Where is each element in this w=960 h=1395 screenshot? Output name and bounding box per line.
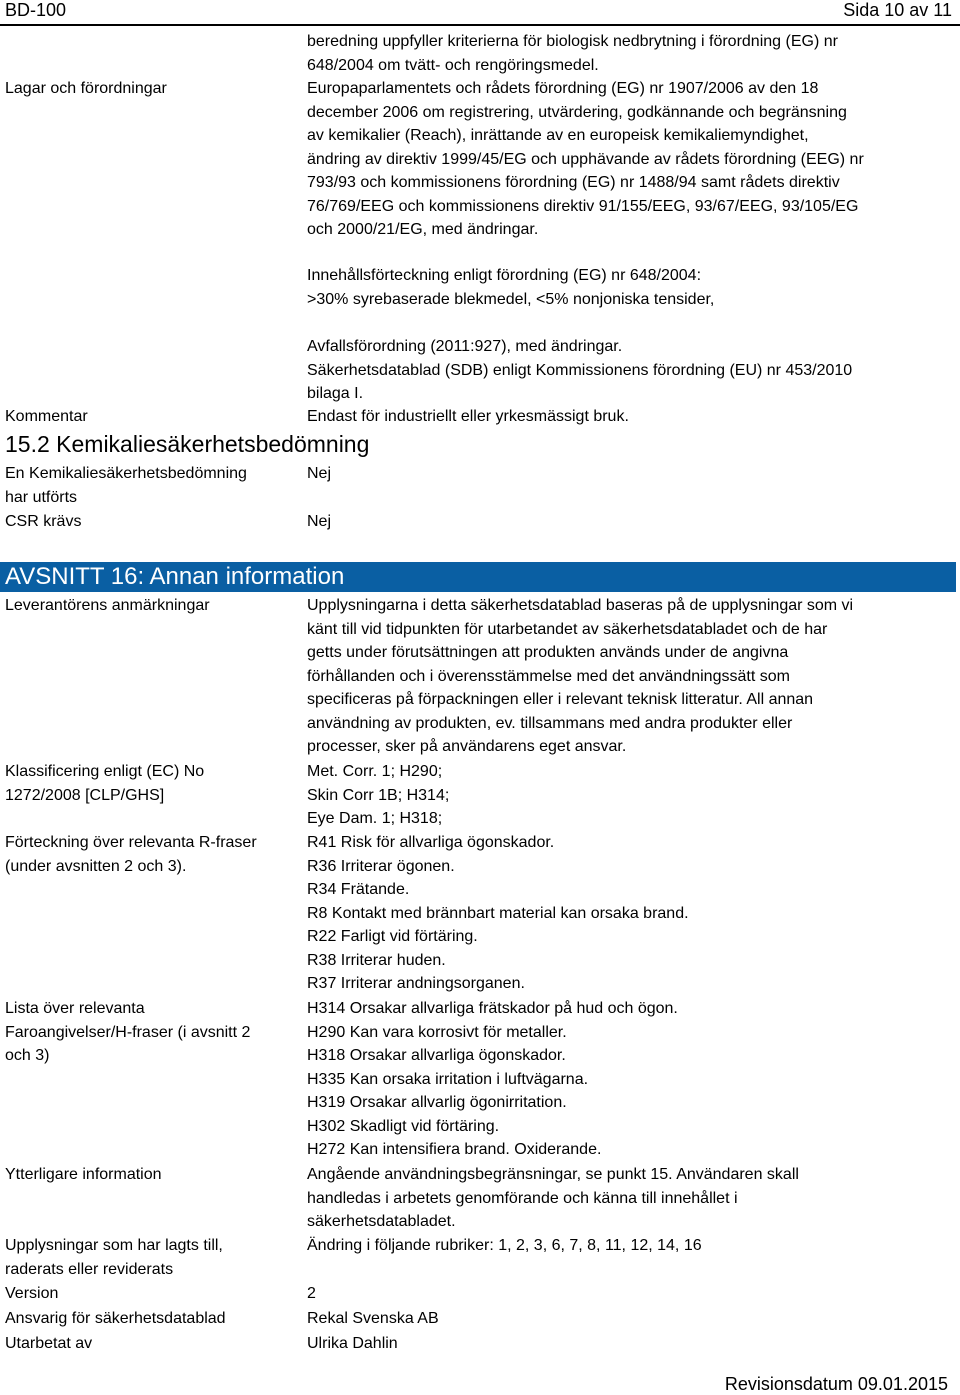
h-phrases-list: H314 Orsakar allvarliga frätskador på hud och ögon. H290 Kan vara korrosivt för metaller. H318 Orsakar allvarliga ögonskador. H335 Kan orsaka irritation i luftvägarna. H319 Orsakar allvarlig ögonirritation. H302 Skadligt vid förtäring. H272 Kan intensifiera brand. Oxiderande. [307, 1000, 678, 1158]
version-value: 2 [307, 1285, 316, 1302]
changes-label: Upplysningar som har lagts till, raderats eller reviderats [5, 1237, 223, 1278]
supplier-text: Upplysningarna i detta säkerhetsdatablad baseras på de upplysningar som vi känt till vid tidpunkten för utarbetandet av säkerhetsdatabladet och de har getts under förutsättningen att produkten används under de angivna förhållanden och i överensstämmelse med det användningssätt som specificeras på förpackningen eller i relevant teknisk litteratur. All annan användning av produkten, ev. tillsammans med andra produkter eller processer, sker på användarens eget ansvar. [307, 597, 854, 755]
prepared-by-label: Utarbetat av [5, 1335, 93, 1352]
laws-text: Europaparlamentets och rådets förordning (EG) nr 1907/2006 av den 18 december 2006 om registrering, utvärdering, godkännande och begränsning av kemikalier (Reach), inrättande av en europeisk kemikaliemyndighet, ändring av direktiv 1999/45/EG och upphävande av rådets förordning (EEG) nr 793/93 och kommissionens förordning (EG) nr 1488/94 samt rådets direktiv 76/769/EEG och kommissionens direktiv 91/155/EEG, 93/67/EEG, 93/105/EG och 2000/21/EG, med ändringar. [307, 80, 864, 238]
continued-text: beredning uppfyller kriterierna för biologisk nedbrytning i förordning (EG) nr 648/2004 om tvätt- och rengöringsmedel. [307, 33, 838, 74]
version-label: Version [5, 1285, 59, 1302]
classification-label: Klassificering enligt (EC) No 1272/2008 [CLP/GHS] [5, 763, 205, 804]
other-regulations: Avfallsförordning (2011:927), med ändringar. Säkerhetsdatablad (SDB) enligt Kommissionens förordning (EU) nr 453/2010 bilaga I. [307, 338, 853, 402]
page-number: Sida 10 av 11 [843, 0, 952, 20]
responsible-label: Ansvarig för säkerhetsdatablad [5, 1310, 226, 1327]
r-phrases-label: Förteckning över relevanta R-fraser (under avsnitten 2 och 3). [5, 834, 257, 875]
header-divider [0, 24, 960, 26]
csr-value: Nej [307, 513, 332, 530]
supplier-label: Leverantörens anmärkningar [5, 597, 210, 614]
document-id: BD-100 [5, 0, 67, 20]
laws-label: Lagar och förordningar [5, 80, 167, 97]
section-16-title: AVSNITT 16: Annan information [5, 563, 345, 590]
subsection-title: 15.2 Kemikaliesäkerhetsbedömning [5, 431, 370, 457]
comment-label: Kommentar [5, 408, 88, 425]
h-phrases-label: Lista över relevanta Faroangivelser/H-fraser (i avsnitt 2 och 3) [5, 1000, 251, 1064]
comment-value: Endast för industriellt eller yrkesmässigt bruk. [307, 408, 629, 425]
csa-label: En Kemikaliesäkerhetsbedömning har utförts [5, 465, 247, 506]
classification-value: Met. Corr. 1; H290; Skin Corr 1B; H314; Eye Dam. 1; H318; [307, 763, 450, 827]
csa-value: Nej [307, 465, 332, 482]
additional-info-label: Ytterligare information [5, 1166, 162, 1183]
section-16-banner [0, 562, 956, 592]
additional-info-text: Angående användningsbegränsningar, se punkt 15. Användaren skall handledas i arbetets genomförande och känna till innehållet i säkerhetsdatabladet. [307, 1166, 799, 1230]
csr-label: CSR krävs [5, 513, 82, 530]
r-phrases-list: R41 Risk för allvarliga ögonskador. R36 Irriterar ögonen. R34 Frätande. R8 Kontakt med brännbart material kan orsaka brand. R22 Farligt vid förtäring. R38 Irriterar huden. R37 Irriterar andningsorganen. [307, 834, 689, 992]
prepared-by-value: Ulrika Dahlin [307, 1335, 398, 1352]
changes-value: Ändring i följande rubriker: 1, 2, 3, 6, 7, 8, 11, 12, 14, 16 [307, 1237, 702, 1254]
revision-date: Revisionsdatum 09.01.2015 [724, 1374, 948, 1394]
responsible-value: Rekal Svenska AB [307, 1310, 439, 1327]
content-declaration: Innehållsförteckning enligt förordning (EG) nr 648/2004: >30% syrebaserade blekmedel, <5% nonjoniska tensider, [307, 267, 715, 308]
